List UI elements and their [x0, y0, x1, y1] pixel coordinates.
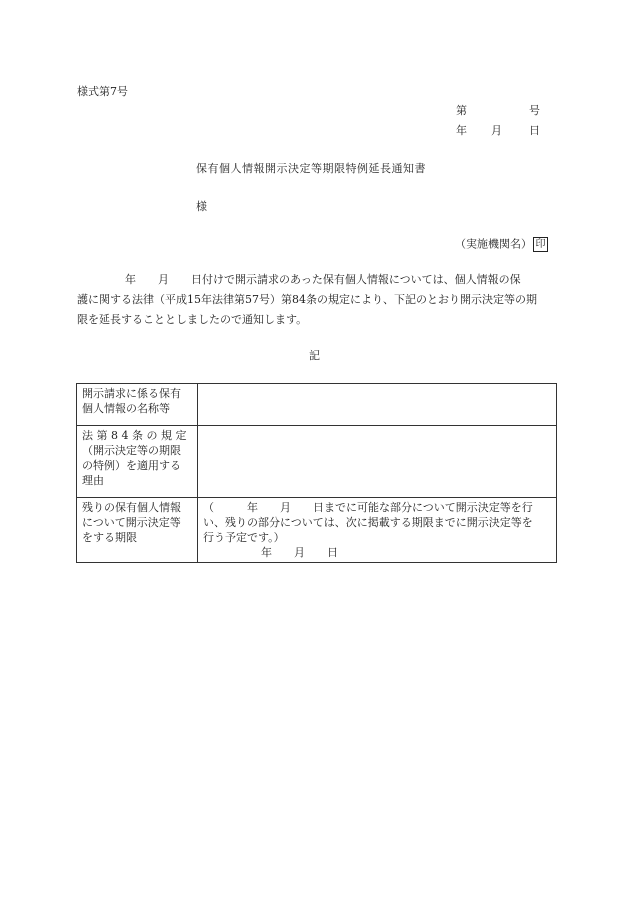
row-header-info-name: 開示請求に係る保有 個人情報の名称等 — [77, 384, 198, 426]
seal-mark: 印 — [533, 237, 548, 252]
notice-body-line: 年 月 日付けで開示請求のあった保有個人情報については、個人情報の保 — [125, 273, 521, 286]
notice-body — [77, 270, 555, 330]
table-row — [77, 498, 557, 563]
row-header-deadline: 残りの保有個人情報 について開示決定等 をする期限 — [77, 498, 198, 563]
row-header-reason: 法 第 8 4 条 の 規 定 （開示決定等の期限 の特例）を適用する 理由 — [77, 426, 198, 498]
form-number: 様式第7号 — [77, 85, 128, 98]
deadline-value-cell[interactable]: （ 年 月 日までに可能な部分について開示決定等を行 い、残りの部分については、次に掲載する期限までに開示決定等を 行う予定です。） 年 月 日 — [198, 498, 557, 563]
notice-body-line: 限を延長することとしましたので通知します。 — [77, 313, 308, 326]
ki-heading: 記 — [309, 349, 320, 362]
table-row — [77, 426, 557, 498]
reason-value-cell[interactable] — [198, 426, 557, 498]
info-name-value-cell[interactable] — [198, 384, 557, 426]
issue-number-suffix: 号 — [529, 104, 540, 117]
table-row — [77, 384, 557, 426]
detail-table — [76, 383, 557, 563]
issue-date-year: 年 — [456, 124, 467, 137]
document-title: 保有個人情報開示決定等期限特例延長通知書 — [196, 162, 426, 175]
issue-date-day: 日 — [529, 124, 540, 137]
issue-date — [456, 125, 540, 136]
agency-label: （実施機関名） — [455, 237, 532, 251]
issue-date-month: 月 — [491, 124, 502, 137]
issue-number — [456, 105, 540, 116]
notice-body-line: 護に関する法律（平成15年法律第57号）第84条の規定により、下記のとおり開示決定等の期 — [77, 293, 537, 306]
addressee-suffix: 様 — [196, 200, 207, 213]
agency-name-line — [455, 237, 548, 252]
issue-number-prefix: 第 — [456, 104, 467, 117]
